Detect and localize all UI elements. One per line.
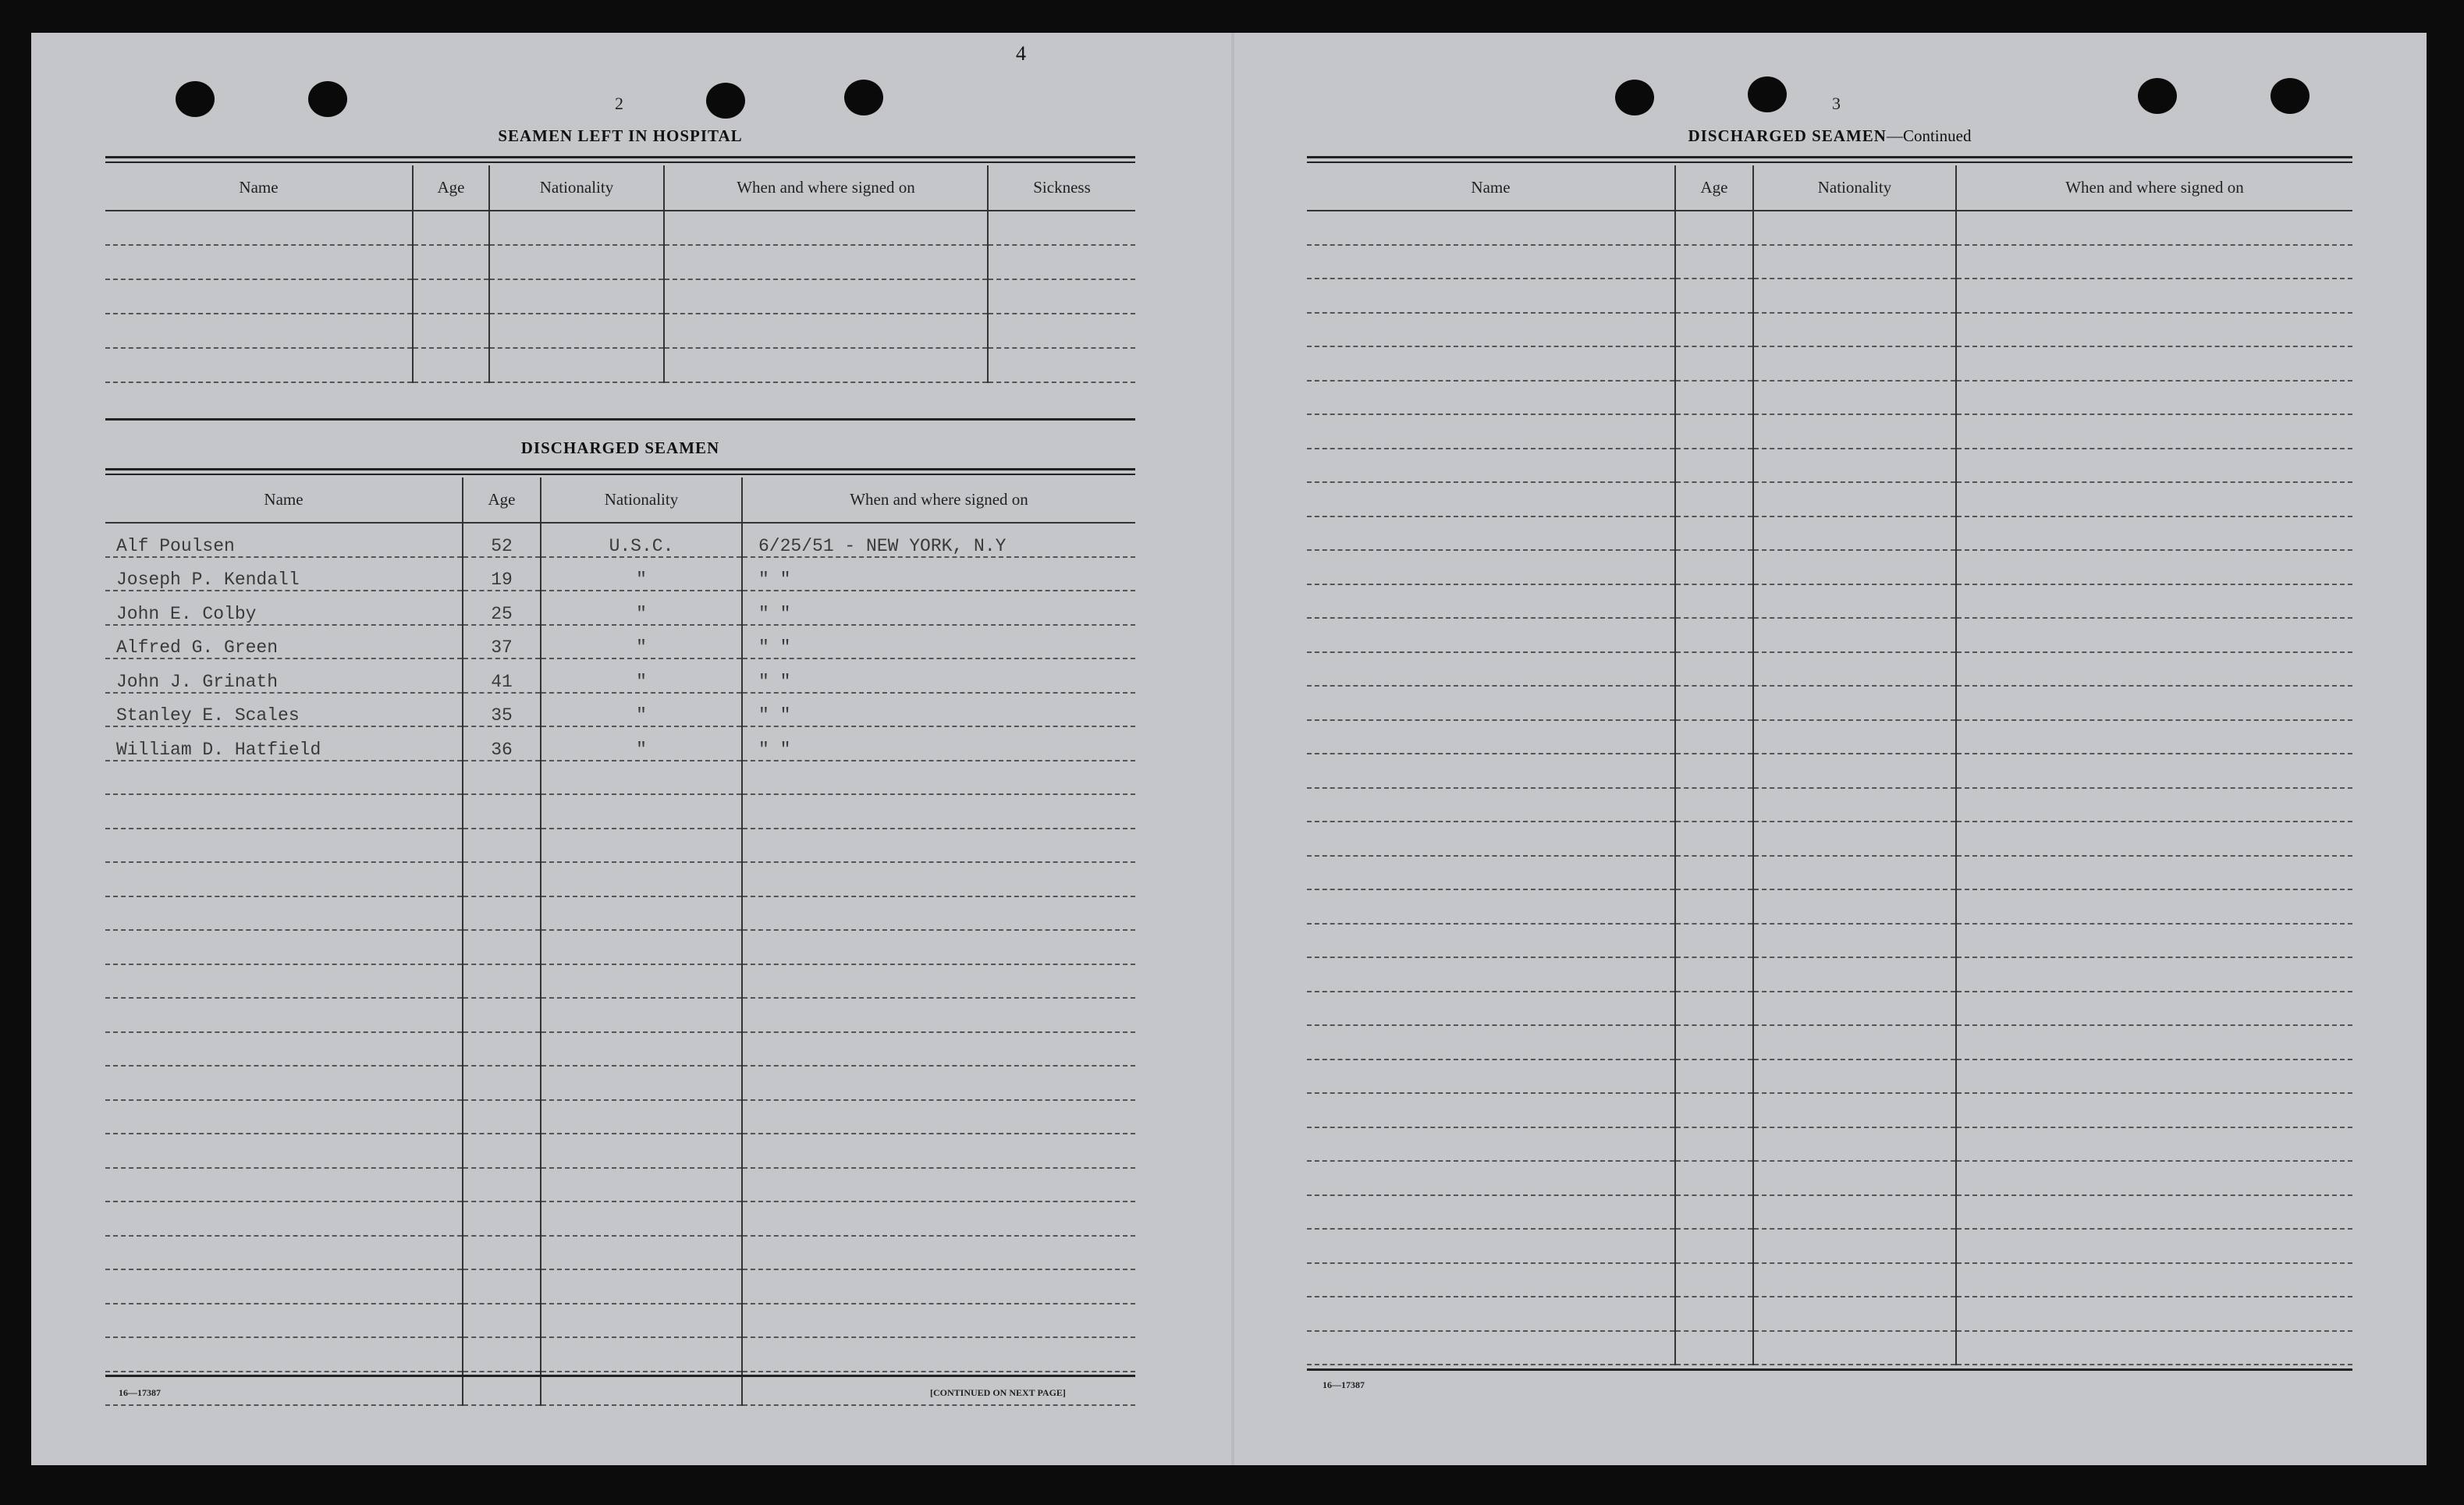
table-row	[105, 998, 1135, 1032]
seaman-nationality: "	[541, 693, 742, 727]
table-row	[105, 1337, 1135, 1372]
punch-hole	[706, 83, 745, 119]
table-row	[1307, 1127, 2352, 1162]
table-row	[1307, 381, 2352, 415]
punch-hole	[2271, 78, 2310, 114]
table-row	[1307, 279, 2352, 313]
table-row	[105, 314, 1135, 348]
seaman-age: 25	[463, 591, 541, 625]
table-row	[1307, 482, 2352, 516]
title-rule	[105, 162, 1135, 163]
hospital-table	[105, 165, 1135, 383]
punch-hole	[176, 81, 215, 117]
title-rule	[1307, 162, 2352, 163]
table-row	[105, 211, 1135, 245]
table-row	[1307, 1195, 2352, 1230]
table-row	[1307, 1297, 2352, 1331]
table-row	[1307, 211, 2352, 245]
table-row	[105, 794, 1135, 829]
seaman-age: 19	[463, 557, 541, 591]
table-row	[105, 1100, 1135, 1134]
col-header-name: Name	[105, 165, 413, 211]
col-header-name: Name	[105, 477, 463, 523]
seaman-age: 37	[463, 625, 541, 659]
table-row	[1307, 720, 2352, 754]
seaman-name: John J. Grinath	[105, 658, 463, 693]
table-row	[1307, 652, 2352, 687]
table-row	[1307, 957, 2352, 992]
table-row	[105, 348, 1135, 382]
title-rule	[105, 156, 1135, 158]
col-header-sickness: Sickness	[988, 165, 1135, 211]
table-row	[1307, 1263, 2352, 1297]
table-row	[105, 557, 1135, 591]
hospital-section-title: SEAMEN LEFT IN HOSPITAL	[498, 126, 743, 145]
seaman-nationality: "	[541, 557, 742, 591]
col-header-nationality: Nationality	[1753, 165, 1956, 211]
seaman-signed-on: " "	[742, 693, 1135, 727]
table-row	[1307, 856, 2352, 890]
seaman-age: 35	[463, 693, 541, 727]
seaman-age: 52	[463, 523, 541, 557]
table-row	[105, 1236, 1135, 1270]
form-number-right: 16—17387	[1323, 1379, 1365, 1390]
table-row	[105, 1066, 1135, 1100]
table-row	[1307, 550, 2352, 584]
table-row	[1307, 1025, 2352, 1060]
table-row	[1307, 788, 2352, 822]
table-row	[105, 930, 1135, 964]
seaman-signed-on: 6/25/51 - NEW YORK, N.Y	[742, 523, 1135, 557]
table-row	[105, 1134, 1135, 1168]
table-row	[1307, 516, 2352, 551]
bottom-rule	[105, 1375, 1135, 1377]
table-row	[1307, 618, 2352, 652]
col-header-when-signed-on: When and where signed on	[742, 477, 1135, 523]
col-header-nationality: Nationality	[489, 165, 664, 211]
table-row	[1307, 449, 2352, 483]
table-row	[1307, 822, 2352, 856]
table-row	[105, 1168, 1135, 1202]
table-row	[105, 523, 1135, 557]
table-row	[105, 279, 1135, 314]
seaman-signed-on: " "	[742, 658, 1135, 693]
punch-hole	[1748, 76, 1787, 112]
col-header-name: Name	[1307, 165, 1675, 211]
table-row	[105, 1032, 1135, 1067]
seaman-signed-on: " "	[742, 591, 1135, 625]
table-row	[1307, 1060, 2352, 1094]
title-continued: —Continued	[1886, 126, 1972, 145]
col-header-age: Age	[413, 165, 489, 211]
seaman-name: William D. Hatfield	[105, 726, 463, 761]
discharged-continued-title	[1307, 126, 2352, 146]
form-number-left: 16—17387	[119, 1387, 161, 1398]
seaman-nationality: "	[541, 726, 742, 761]
table-row	[105, 625, 1135, 659]
seaman-signed-on: " "	[742, 726, 1135, 761]
col-header-when-signed-on: When and where signed on	[664, 165, 988, 211]
table-row	[105, 964, 1135, 999]
seaman-nationality: "	[541, 591, 742, 625]
seaman-name: Alfred G. Green	[105, 625, 463, 659]
table-row	[1307, 1229, 2352, 1263]
table-row	[1307, 414, 2352, 449]
seaman-signed-on: " "	[742, 557, 1135, 591]
table-row	[105, 726, 1135, 761]
discharged-section-title: DISCHARGED SEAMEN	[520, 438, 720, 457]
table-row	[1307, 924, 2352, 958]
section-rule	[105, 418, 1135, 421]
page-number-right: 3	[1832, 94, 1841, 113]
seaman-nationality: U.S.C.	[541, 523, 742, 557]
seaman-name: Alf Poulsen	[105, 523, 463, 557]
seaman-age: 36	[463, 726, 541, 761]
table-row	[105, 658, 1135, 693]
discharged-seamen-table	[105, 477, 1135, 1406]
seaman-name: Stanley E. Scales	[105, 693, 463, 727]
table-row	[105, 829, 1135, 863]
punch-hole	[308, 81, 347, 117]
punch-hole	[1615, 80, 1654, 115]
document-sheet	[31, 33, 2427, 1465]
table-row	[1307, 889, 2352, 924]
table-row	[1307, 245, 2352, 279]
col-header-age: Age	[463, 477, 541, 523]
seaman-signed-on: " "	[742, 625, 1135, 659]
table-row	[105, 1269, 1135, 1304]
title-rule	[105, 468, 1135, 470]
col-header-when-signed-on: When and where signed on	[1956, 165, 2352, 211]
table-row	[105, 1304, 1135, 1338]
col-header-nationality: Nationality	[541, 477, 742, 523]
table-row	[1307, 1161, 2352, 1195]
table-row	[105, 761, 1135, 795]
title-rule	[105, 474, 1135, 475]
bottom-rule	[1307, 1368, 2352, 1371]
title-rule	[1307, 156, 2352, 158]
table-row	[105, 862, 1135, 896]
table-row	[1307, 584, 2352, 619]
table-row	[1307, 686, 2352, 720]
page-number-left: 2	[615, 94, 623, 113]
table-row	[1307, 1331, 2352, 1365]
table-row	[105, 896, 1135, 931]
table-row	[105, 245, 1135, 279]
seaman-age: 41	[463, 658, 541, 693]
seaman-nationality: "	[541, 625, 742, 659]
table-row	[105, 1202, 1135, 1236]
table-row	[105, 591, 1135, 625]
title-main: DISCHARGED SEAMEN	[1688, 126, 1887, 145]
punch-hole	[844, 80, 883, 115]
continued-note: [CONTINUED ON NEXT PAGE]	[930, 1387, 1066, 1398]
punch-hole	[2138, 78, 2177, 114]
page-fold	[1231, 33, 1234, 1465]
handwritten-mark: 4	[1016, 42, 1026, 65]
table-row	[1307, 992, 2352, 1026]
seaman-nationality: "	[541, 658, 742, 693]
table-row	[1307, 346, 2352, 381]
seaman-name: Joseph P. Kendall	[105, 557, 463, 591]
table-row	[105, 693, 1135, 727]
seaman-name: John E. Colby	[105, 591, 463, 625]
table-row	[1307, 754, 2352, 788]
discharged-continued-table	[1307, 165, 2352, 1365]
table-row	[1307, 1093, 2352, 1127]
table-row	[1307, 313, 2352, 347]
col-header-age: Age	[1675, 165, 1753, 211]
